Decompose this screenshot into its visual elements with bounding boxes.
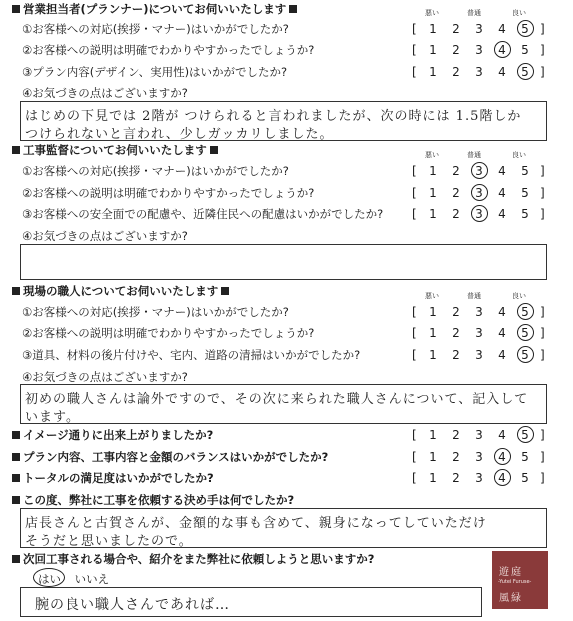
section-header-referral [12, 552, 374, 566]
rating-option-5[interactable]: 5 [521, 471, 529, 485]
bracket-open: [ [412, 471, 417, 485]
bracket-close: ] [540, 471, 545, 485]
bracket-open: [ [412, 305, 417, 319]
question-row-image [12, 428, 213, 442]
rating-option-3[interactable]: 3 [475, 305, 483, 319]
bracket-close: ] [540, 22, 545, 36]
bracket-close: ] [540, 164, 545, 178]
rating-option-5[interactable]: 5 [518, 348, 532, 362]
question-text: ①お客様への対応(挨拶・マナー)はいかがでしたか? [22, 164, 289, 178]
handwritten-line: います。 [25, 410, 80, 425]
handwritten-line: 腕の良い職人さんであれば… [35, 597, 230, 613]
rating-option-2[interactable]: 2 [452, 471, 460, 485]
bracket-close: ] [540, 305, 545, 319]
section-header-planner [12, 2, 300, 16]
rating-option-4[interactable]: 4 [495, 471, 509, 485]
rating-option-1[interactable]: 1 [429, 428, 437, 442]
question-row [22, 22, 289, 36]
bullet-square-icon [12, 555, 20, 563]
bracket-open: [ [412, 164, 417, 178]
rating-option-5[interactable]: 5 [521, 186, 529, 200]
rating-scale[interactable] [412, 348, 552, 362]
scale-label-normal: 普通 [467, 9, 481, 17]
rating-option-4[interactable]: 4 [498, 326, 506, 340]
rating-option-1[interactable]: 1 [429, 22, 437, 36]
rating-option-2[interactable]: 2 [452, 305, 460, 319]
rating-option-3[interactable]: 3 [472, 186, 486, 200]
bracket-close: ] [540, 348, 545, 362]
rating-option-1[interactable]: 1 [429, 65, 437, 79]
question-text: ③お客様への安全面での配慮や、近隣住民への配慮はいかがでしたか? [22, 207, 384, 221]
rating-option-5[interactable]: 5 [518, 326, 532, 340]
rating-option-4[interactable]: 4 [498, 186, 506, 200]
rating-option-3[interactable]: 3 [472, 164, 486, 178]
question-row-balance [12, 450, 328, 464]
handwritten-line: つけられないと言われ、少しガッカリしました。 [25, 127, 334, 142]
section-header-supervisor [12, 143, 221, 157]
comment-box-referral[interactable] [20, 587, 482, 617]
bracket-close: ] [540, 428, 545, 442]
bracket-open: [ [412, 348, 417, 362]
bullet-square-icon [12, 496, 20, 504]
rating-option-4[interactable]: 4 [495, 450, 509, 464]
stamp-text: 遊庭 [499, 567, 523, 578]
comment-label-text: ④お気づきの点はございますか? [22, 370, 188, 384]
scale-label-good: 良い [512, 292, 526, 300]
handwritten-line: 店長さんと古賀さんが、金額的な事も含めて、親身になってしていただけ [25, 516, 487, 531]
rating-scale[interactable] [412, 207, 552, 221]
bullet-square-icon [12, 146, 20, 154]
company-logo-stamp [492, 551, 548, 609]
question-text: ②お客様への説明は明確でわかりやすかったでしょうか? [22, 326, 315, 340]
handwritten-line: そうだと思いましたので。 [25, 534, 193, 549]
scale-label-normal: 普通 [467, 292, 481, 300]
bullet-square-icon [210, 146, 218, 154]
rating-scale[interactable] [412, 326, 552, 340]
section-header-decision [12, 493, 294, 507]
bracket-open: [ [412, 65, 417, 79]
bracket-open: [ [412, 450, 417, 464]
question-row [22, 186, 314, 200]
rating-option-1[interactable]: 1 [429, 43, 437, 57]
bullet-square-icon [12, 5, 20, 13]
rating-option-5[interactable]: 5 [521, 450, 529, 464]
rating-scale[interactable] [412, 164, 552, 178]
rating-option-2[interactable]: 2 [452, 43, 460, 57]
rating-scale[interactable] [412, 65, 552, 79]
rating-option-4[interactable]: 4 [498, 428, 506, 442]
question-text: ③道具、材料の後片付けや、宅内、道路の清掃はいかがでしたか? [22, 348, 361, 362]
rating-option-2[interactable]: 2 [452, 164, 460, 178]
rating-option-1[interactable]: 1 [429, 471, 437, 485]
comment-box-craftsmen[interactable] [20, 384, 547, 424]
bullet-square-icon [221, 287, 229, 295]
question-text: ②お客様への説明は明確でわかりやすかったでしょうか? [22, 186, 315, 200]
question-text: ②お客様への説明は明確でわかりやすかったでしょうか? [22, 43, 315, 57]
question-row [22, 43, 314, 57]
question-text: プラン内容、工事内容と金額のバランスはいかがでしたか? [23, 450, 329, 464]
rating-option-2[interactable]: 2 [452, 428, 460, 442]
rating-option-5[interactable]: 5 [518, 305, 532, 319]
section-title: この度、弊社に工事を依頼する決め手は何でしたか? [23, 493, 295, 507]
rating-scale[interactable] [412, 471, 552, 485]
bracket-open: [ [412, 428, 417, 442]
scale-label-normal: 普通 [467, 151, 481, 159]
question-row-satisfaction [12, 471, 214, 485]
question-row [22, 207, 383, 221]
rating-option-1[interactable]: 1 [429, 450, 437, 464]
comment-label [22, 229, 188, 243]
handwritten-line: 初めの職人さんは論外ですので、その次に来られた職人さんについて、記入して [25, 392, 529, 407]
rating-option-4[interactable]: 4 [498, 207, 506, 221]
rating-option-1[interactable]: 1 [429, 326, 437, 340]
rating-option-5[interactable]: 5 [521, 43, 529, 57]
comment-label [22, 86, 188, 100]
handwritten-line: はじめの下見では 2階が つけられると言われましたが、次の時には 1.5階しか [25, 109, 522, 124]
section-title: 現場の職人についてお伺いいたします [23, 284, 219, 298]
comment-box-decision[interactable] [20, 508, 547, 548]
question-row [22, 65, 287, 79]
option-no[interactable]: いいえ [74, 572, 110, 586]
bracket-open: [ [412, 43, 417, 57]
scale-label-bad: 悪い [425, 151, 439, 159]
question-text: トータルの満足度はいかがでしたか? [23, 471, 214, 485]
rating-option-2[interactable]: 2 [452, 207, 460, 221]
rating-option-4[interactable]: 4 [498, 22, 506, 36]
bullet-square-icon [12, 453, 20, 461]
rating-option-4[interactable]: 4 [498, 348, 506, 362]
option-yes[interactable]: はい [38, 572, 61, 586]
rating-option-1[interactable]: 1 [429, 164, 437, 178]
question-text: ①お客様への対応(挨拶・マナー)はいかがでしたか? [22, 22, 289, 36]
bracket-open: [ [412, 22, 417, 36]
comment-label [22, 370, 188, 384]
scale-label-bad: 悪い [425, 292, 439, 300]
rating-option-4[interactable]: 4 [498, 305, 506, 319]
yes-no-options [38, 571, 109, 587]
rating-option-3[interactable]: 3 [475, 471, 483, 485]
rating-scale[interactable] [412, 186, 552, 200]
rating-option-5[interactable]: 5 [518, 65, 532, 79]
bracket-open: [ [412, 326, 417, 340]
stamp-text: -Yutei Furuse- [498, 579, 532, 585]
question-text: イメージ通りに出来上がりましたか? [23, 428, 214, 442]
rating-option-2[interactable]: 2 [452, 450, 460, 464]
question-row [22, 348, 360, 362]
bracket-open: [ [412, 186, 417, 200]
bracket-close: ] [540, 43, 545, 57]
rating-option-4[interactable]: 4 [495, 43, 509, 57]
rating-option-5[interactable]: 5 [518, 22, 532, 36]
bullet-square-icon [12, 474, 20, 482]
scale-label-bad: 悪い [425, 9, 439, 17]
rating-option-5[interactable]: 5 [521, 207, 529, 221]
rating-option-1[interactable]: 1 [429, 305, 437, 319]
comment-label-text: ④お気づきの点はございますか? [22, 86, 188, 100]
rating-scale[interactable] [412, 43, 552, 57]
bullet-square-icon [289, 5, 297, 13]
section-header-craftsmen [12, 284, 232, 298]
rating-option-4[interactable]: 4 [498, 164, 506, 178]
question-row [22, 305, 289, 319]
rating-option-2[interactable]: 2 [452, 326, 460, 340]
rating-option-3[interactable]: 3 [475, 326, 483, 340]
scale-label-good: 良い [512, 9, 526, 17]
rating-option-3[interactable]: 3 [475, 428, 483, 442]
bracket-close: ] [540, 65, 545, 79]
comment-box-supervisor[interactable] [20, 244, 547, 280]
bracket-open: [ [412, 207, 417, 221]
comment-box-planner[interactable] [20, 101, 547, 141]
rating-option-3[interactable]: 3 [475, 22, 483, 36]
bracket-close: ] [540, 450, 545, 464]
rating-option-4[interactable]: 4 [498, 65, 506, 79]
comment-label-text: ④お気づきの点はございますか? [22, 229, 188, 243]
bullet-square-icon [12, 287, 20, 295]
bracket-close: ] [540, 186, 545, 200]
question-text: ③プラン内容(デザイン、実用性)はいかがでしたか? [22, 65, 288, 79]
rating-option-5[interactable]: 5 [518, 428, 532, 442]
bracket-close: ] [540, 207, 545, 221]
rating-option-5[interactable]: 5 [521, 164, 529, 178]
rating-scale[interactable] [412, 450, 552, 464]
section-title: 工事監督についてお伺いいたします [23, 143, 207, 157]
rating-option-3[interactable]: 3 [472, 207, 486, 221]
rating-scale[interactable] [412, 22, 552, 36]
question-row [22, 326, 314, 340]
rating-option-3[interactable]: 3 [475, 450, 483, 464]
scale-label-good: 良い [512, 151, 526, 159]
rating-option-1[interactable]: 1 [429, 348, 437, 362]
rating-option-3[interactable]: 3 [475, 43, 483, 57]
question-text: ①お客様への対応(挨拶・マナー)はいかがでしたか? [22, 305, 289, 319]
rating-option-2[interactable]: 2 [452, 348, 460, 362]
rating-option-1[interactable]: 1 [429, 207, 437, 221]
section-title: 営業担当者(プランナー)についてお伺いいたします [23, 2, 287, 16]
rating-option-2[interactable]: 2 [452, 186, 460, 200]
rating-option-1[interactable]: 1 [429, 186, 437, 200]
rating-option-2[interactable]: 2 [452, 22, 460, 36]
rating-scale[interactable] [412, 305, 552, 319]
stamp-text: 風緑 [499, 593, 523, 604]
rating-option-3[interactable]: 3 [475, 65, 483, 79]
rating-scale[interactable] [412, 428, 552, 442]
rating-option-3[interactable]: 3 [475, 348, 483, 362]
bullet-square-icon [12, 431, 20, 439]
question-row [22, 164, 289, 178]
bracket-close: ] [540, 326, 545, 340]
rating-option-2[interactable]: 2 [452, 65, 460, 79]
section-title: 次回工事される場合や、紹介をまた弊社に依頼しようと思いますか? [23, 552, 375, 566]
